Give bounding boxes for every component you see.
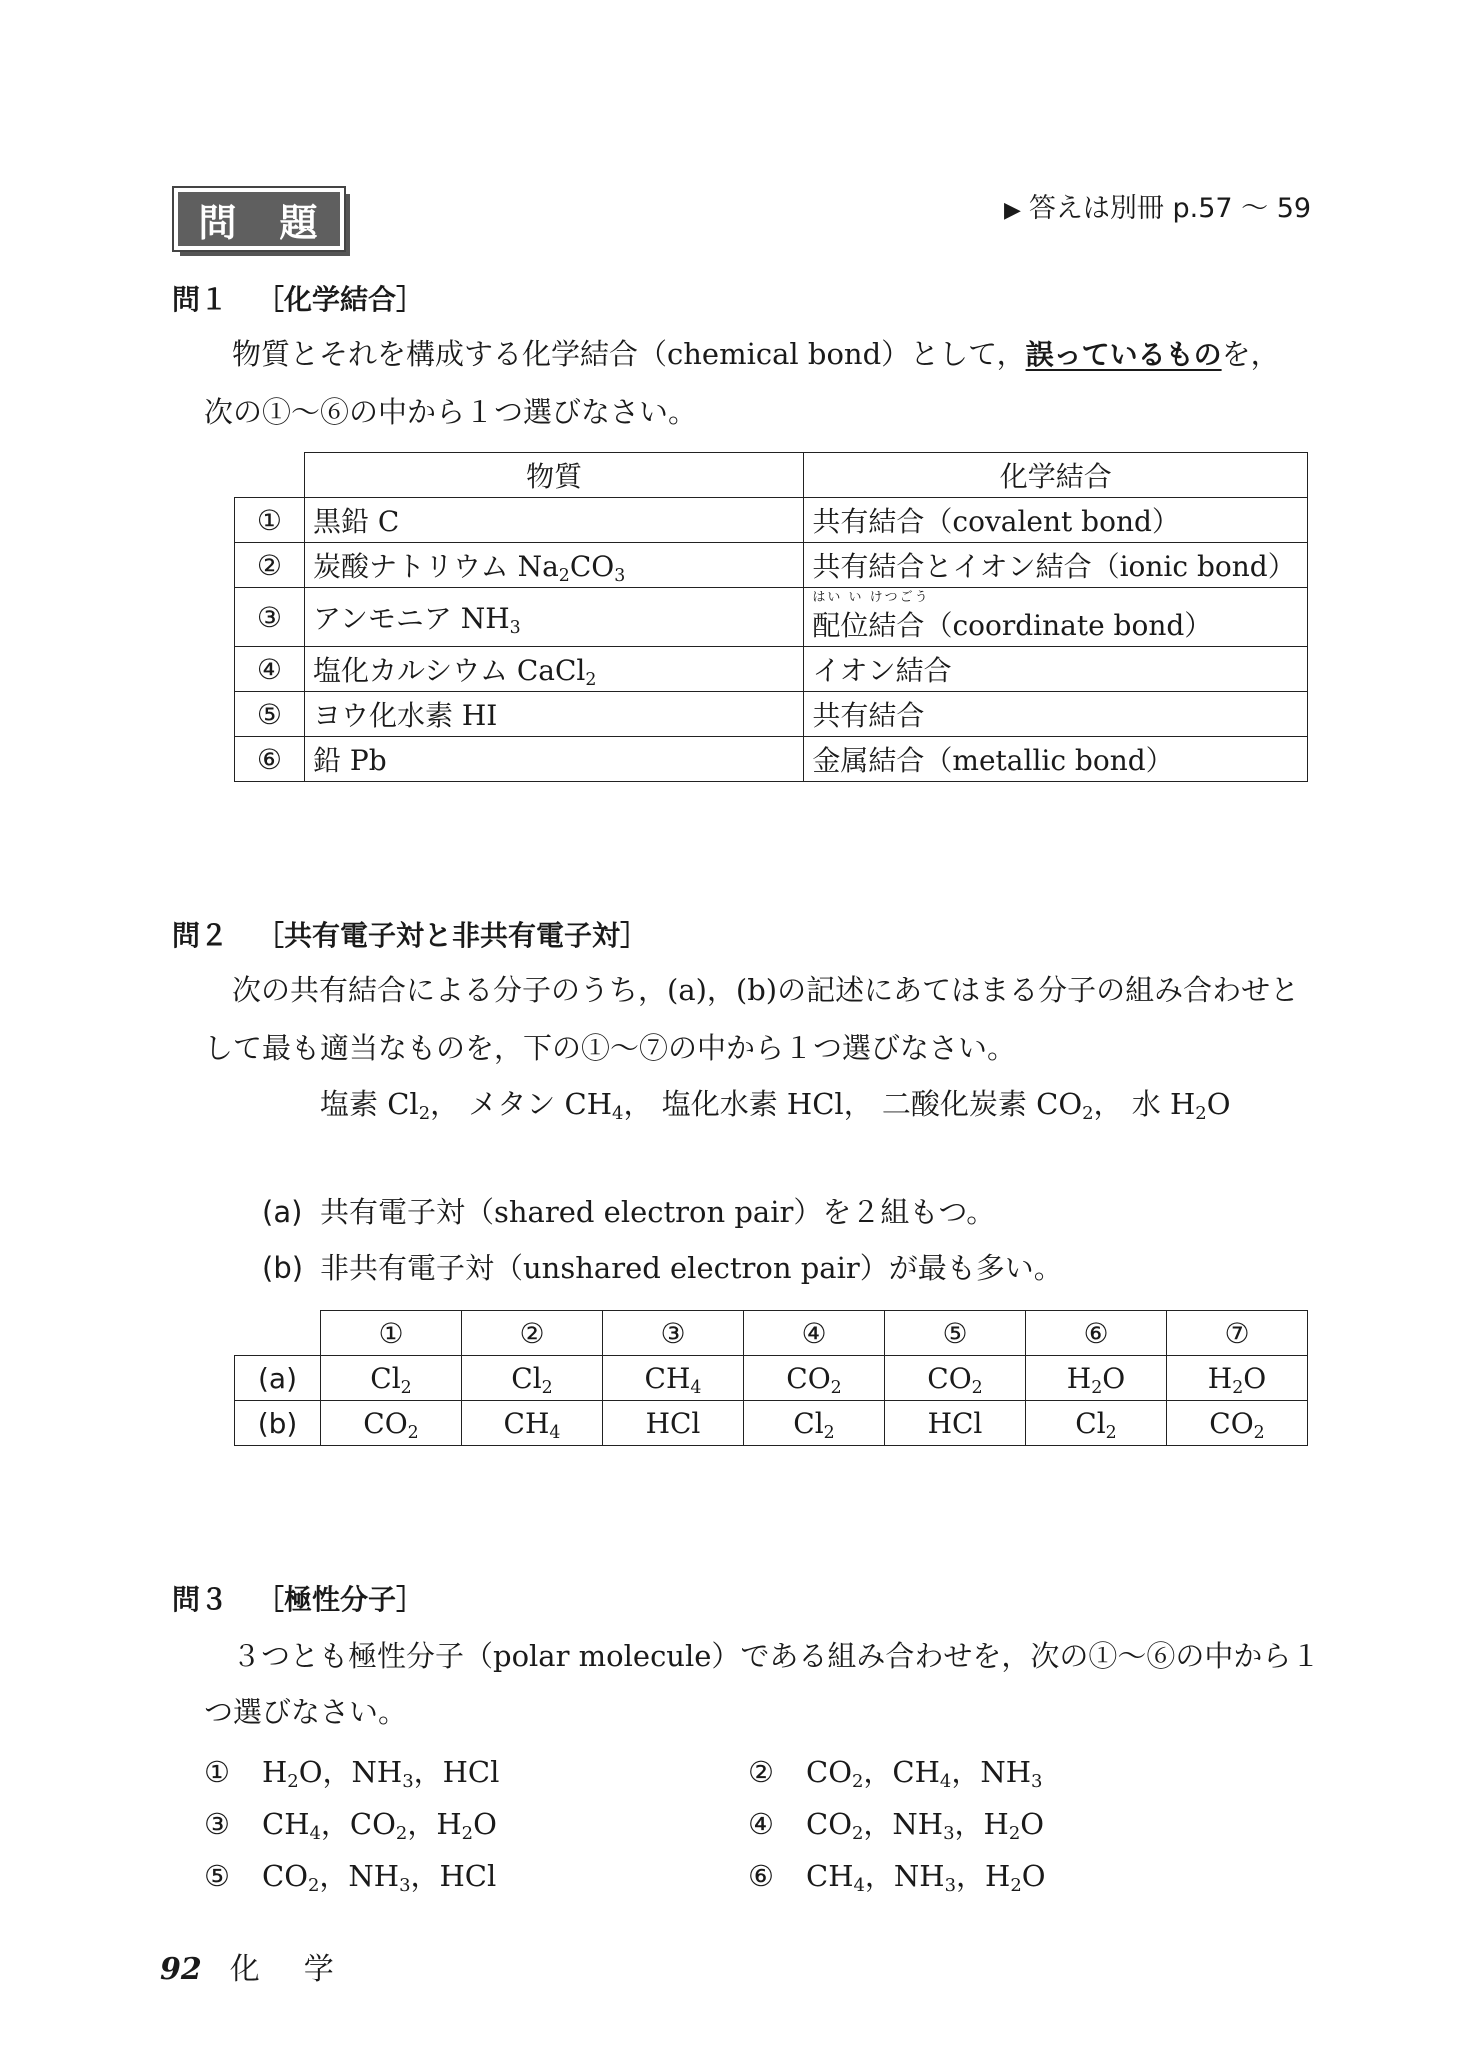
cell: $CO_2$ [885, 1356, 1026, 1401]
q2-instruction-line2: して最も適当なものを，下の①～⑦の中から１つ選びなさい。 [204, 1031, 1017, 1065]
bond-cell: イオン結合 [804, 647, 1308, 692]
q2-table [234, 1310, 1308, 1446]
substance-cell: 鉛 Pb [304, 737, 803, 782]
q1-line1-emphasis: 誤っているもの [1025, 338, 1222, 371]
q2-heading [172, 914, 648, 954]
item-a-label: (a) [262, 1195, 303, 1229]
triangle-right-icon: ▶ [1004, 198, 1021, 223]
q3-title: ［極性分子］ [256, 1583, 425, 1616]
section-badge [174, 188, 344, 250]
cell: $CH_4$ [603, 1356, 744, 1401]
molecule-text: 塩化水素 HCl [661, 1087, 844, 1121]
q3-label: 問３ [172, 1583, 229, 1616]
q3-heading [172, 1578, 424, 1618]
row-a-label: (a) [235, 1356, 321, 1401]
q1-table [234, 452, 1308, 782]
q3-option-3: ③ $CH_4$，$CO_2$，$H_2O$ [204, 1807, 497, 1845]
row-number: ⑥ [235, 737, 305, 782]
row-number: ② [235, 543, 305, 588]
substance-cell: 炭酸ナトリウム $Na_2CO_3$ [304, 543, 803, 588]
substance-text: アンモニア NH [312, 602, 510, 635]
q2-item-a [262, 1192, 995, 1232]
substance-cell: ヨウ化水素 HI [304, 692, 803, 737]
item-b-label: (b) [262, 1251, 304, 1285]
q1-line1-b: を， [1221, 337, 1280, 371]
choice-header: ④ [744, 1311, 885, 1356]
q1-line1-a: 物質とそれを構成する化学結合（chemical bond）として， [232, 337, 1026, 371]
table-row [235, 647, 1308, 692]
choice-header: ③ [603, 1311, 744, 1356]
item-b-text: 非共有電子対（unshared electron pair）が最も多い。 [320, 1251, 1063, 1285]
q2-instruction-line1: 次の共有結合による分子のうち，(a)，(b)の記述にあてはまる分子の組み合わせと [232, 973, 1300, 1007]
q1-header-bond: 化学結合 [804, 453, 1308, 498]
cell: $H_2O$ [1026, 1356, 1167, 1401]
q3-option-4: ④ $CO_2$，$NH_3$，$H_2O$ [748, 1807, 1045, 1845]
q1-instruction-line1 [232, 334, 1280, 375]
table-row-b [235, 1401, 1308, 1446]
choice-header: ⑥ [1026, 1311, 1167, 1356]
cell: $CO_2$ [1167, 1401, 1308, 1446]
q1-heading [172, 278, 424, 318]
cell: $Cl_2$ [462, 1356, 603, 1401]
q3-option-2: ② $CO_2$，$CH_4$，$NH_3$ [748, 1755, 1043, 1793]
molecule-text: 塩素 Cl [320, 1087, 419, 1121]
q3-option-6: ⑥ $CH_4$，$NH_3$，$H_2O$ [748, 1859, 1046, 1897]
q2-title: ［共有電子対と非共有電子対］ [256, 919, 649, 952]
q1-header-substance: 物質 [304, 453, 803, 498]
substance-text: 塩化カルシウム CaCl [312, 654, 586, 687]
choice-header: ① [321, 1311, 462, 1356]
molecule-text: O [1206, 1087, 1231, 1121]
cell: $CH_4$ [462, 1401, 603, 1446]
substance-cell: 黒鉛 C [304, 498, 803, 543]
answer-reference-text: 答えは別冊 p.57 ～ 59 [1028, 193, 1312, 224]
q3-option-1: ① $H_2O$，$NH_3$，HCl [204, 1755, 500, 1793]
subject-label: 化学 [229, 1952, 378, 1987]
bond-text-en: （coordinate bond） [924, 609, 1213, 642]
q3-instruction-line1: ３つとも極性分子（polar molecule）である組み合わせを，次の①～⑥の中から１ [232, 1639, 1321, 1673]
table-row [235, 498, 1308, 543]
cell: HCl [885, 1401, 1026, 1446]
badge-char-2: 題 [279, 200, 320, 245]
q1-title: ［化学結合］ [256, 283, 425, 316]
q2-item-b [262, 1248, 1063, 1288]
choice-header: ② [462, 1311, 603, 1356]
substance-text: 炭酸ナトリウム Na [312, 550, 559, 583]
molecule-text: メタン CH [468, 1087, 613, 1121]
row-number: ④ [235, 647, 305, 692]
q1-table-corner [235, 453, 305, 498]
cell: $CO_2$ [744, 1356, 885, 1401]
bond-cell: 共有結合とイオン結合（ionic bond） [804, 543, 1308, 588]
cell: $Cl_2$ [321, 1356, 462, 1401]
q3-instruction-line2: つ選びなさい。 [204, 1695, 408, 1729]
q2-label: 問２ [172, 919, 229, 952]
row-number: ③ [235, 588, 305, 647]
row-number: ⑤ [235, 692, 305, 737]
cell: $H_2O$ [1167, 1356, 1308, 1401]
molecule-text: 二酸化炭素 CO [881, 1087, 1083, 1121]
badge-char-1: 問 [198, 200, 239, 245]
option-number: ① [204, 1755, 230, 1789]
option-number: ⑤ [204, 1859, 230, 1893]
bond-cell: 共有結合（covalent bond） [804, 498, 1308, 543]
substance-cell: アンモニア $NH_3$ [304, 588, 803, 647]
molecule-text: 水 H [1131, 1087, 1196, 1121]
cell: $Cl_2$ [744, 1401, 885, 1446]
ruby-reading: はい い けつごう [812, 590, 930, 605]
substance-cell: 塩化カルシウム CaCl$_2$ [304, 647, 803, 692]
cell: HCl [603, 1401, 744, 1446]
answer-reference [1004, 186, 1311, 225]
table-row [235, 588, 1308, 647]
option-number: ③ [204, 1807, 230, 1841]
row-b-label: (b) [235, 1401, 321, 1446]
page-number: 92 [160, 1952, 202, 1987]
row-number: ① [235, 498, 305, 543]
bond-text: 配位結合 [812, 609, 925, 642]
q2-molecule-list: 塩素 $Cl_2$， メタン $CH_4$， 塩化水素 HCl， 二酸化炭素 $CO_2$， 水 $H_2O$ [320, 1087, 1231, 1125]
choice-header: ⑤ [885, 1311, 1026, 1356]
cell: $CO_2$ [321, 1401, 462, 1446]
q1-instruction-line2: 次の①～⑥の中から１つ選びなさい。 [204, 395, 698, 429]
q1-table-header [235, 453, 1308, 498]
table-row-a [235, 1356, 1308, 1401]
q3-option-5: ⑤ $CO_2$，$NH_3$，HCl [204, 1859, 497, 1897]
q2-table-corner [235, 1311, 321, 1356]
page-footer [160, 1944, 378, 1988]
item-a-text: 共有電子対（shared electron pair）を２組もつ。 [320, 1195, 996, 1229]
substance-text: CO [569, 550, 615, 583]
bond-cell [804, 588, 1308, 647]
choice-header: ⑦ [1167, 1311, 1308, 1356]
option-number: ⑥ [748, 1859, 774, 1893]
option-number: ④ [748, 1807, 774, 1841]
bond-cell: 金属結合（metallic bond） [804, 737, 1308, 782]
q2-table-header [235, 1311, 1308, 1356]
table-row [235, 692, 1308, 737]
table-row [235, 737, 1308, 782]
bond-cell: 共有結合 [804, 692, 1308, 737]
ruby-base [812, 590, 930, 644]
option-number: ② [748, 1755, 774, 1789]
table-row [235, 543, 1308, 588]
q1-label: 問１ [172, 283, 229, 316]
cell: $Cl_2$ [1026, 1401, 1167, 1446]
